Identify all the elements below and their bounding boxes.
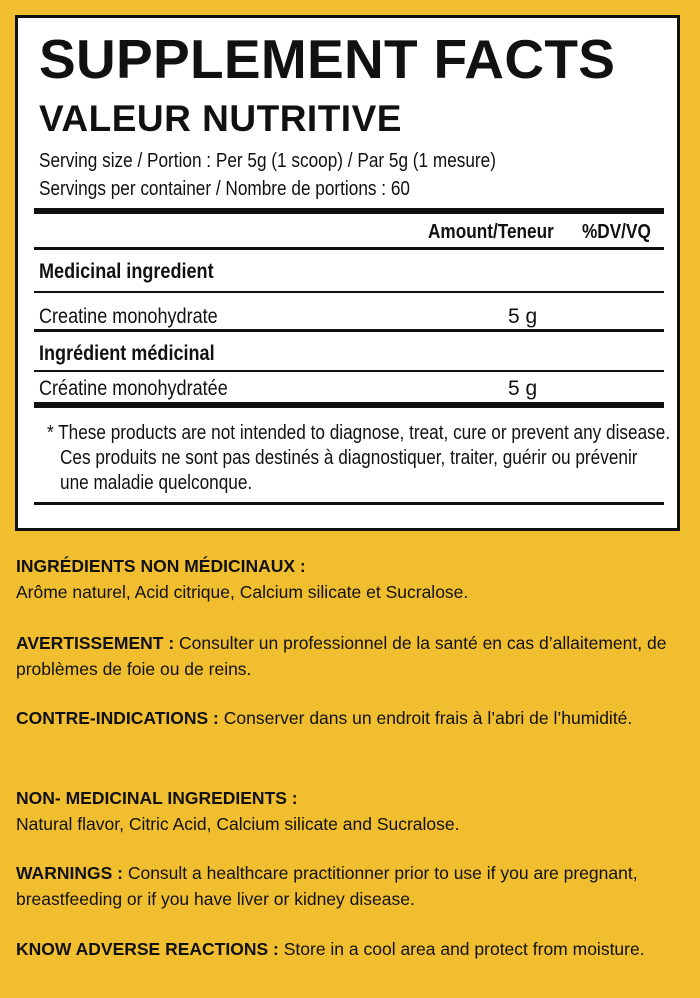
info-block	[16, 785, 686, 837]
section-title-medicinal: Medicinal ingredient	[39, 260, 214, 283]
info-label: NON- MEDICINAL INGREDIENTS :	[16, 788, 298, 808]
thick-divider	[34, 402, 664, 408]
bottom-divider	[34, 502, 664, 505]
ingredient-amount: 5 g	[508, 377, 538, 400]
facts-title: SUPPLEMENT FACTS	[39, 28, 616, 90]
disclaimer-line: Ces produits ne sont pas destinés à diagnostiquer, traiter, guérir ou prévenir	[60, 447, 638, 469]
info-block	[16, 553, 686, 605]
section-divider	[34, 329, 664, 332]
info-block	[16, 630, 686, 682]
info-text: Consult a healthcare practitionner prior to use if you are pregnant, breastfeeding or if you have liver or kidney disease.	[16, 863, 638, 909]
info-block	[16, 936, 686, 962]
info-label: WARNINGS :	[16, 863, 123, 883]
info-text: Arôme naturel, Acid citrique, Calcium silicate et Sucralose.	[16, 582, 469, 602]
info-label: AVERTISSEMENT :	[16, 633, 175, 653]
row-divider	[34, 291, 664, 293]
info-text: Store in a cool area and protect from moisture.	[283, 939, 645, 959]
serving-size: Serving size / Portion : Per 5g (1 scoop) / Par 5g (1 mesure)	[39, 150, 496, 172]
ingredient-name: Creatine monohydrate	[39, 305, 218, 328]
ingredient-amount: 5 g	[508, 305, 538, 328]
info-text: Consulter un professionnel de la santé en cas d’allaitement, de problèmes de foie ou de reins.	[16, 633, 667, 679]
row-divider	[34, 370, 664, 372]
thick-divider	[34, 208, 664, 214]
column-header-dv: %DV/VQ	[582, 221, 651, 243]
ingredient-name: Créatine monohydratée	[39, 377, 228, 400]
section-title-medicinal-fr: Ingrédient médicinal	[39, 342, 215, 365]
info-block	[16, 705, 686, 731]
info-label: INGRÉDIENTS NON MÉDICINAUX :	[16, 556, 306, 576]
info-text: Natural flavor, Citric Acid, Calcium silicate and Sucralose.	[16, 814, 460, 834]
header-divider	[34, 247, 664, 250]
info-block	[16, 860, 686, 912]
info-label: CONTRE-INDICATIONS :	[16, 708, 219, 728]
supplement-facts-panel	[15, 15, 680, 531]
column-header-amount: Amount/Teneur	[428, 221, 554, 243]
facts-subtitle: VALEUR NUTRITIVE	[39, 98, 402, 139]
info-text: Conserver dans un endroit frais à l’abri de l’humidité.	[223, 708, 633, 728]
disclaimer-line: * These products are not intended to diagnose, treat, cure or prevent any disease.	[47, 422, 671, 444]
info-label: KNOW ADVERSE REACTIONS :	[16, 939, 279, 959]
disclaimer-line: une maladie quelconque.	[60, 472, 253, 494]
servings-per-container: Servings per container / Nombre de portions : 60	[39, 178, 410, 200]
